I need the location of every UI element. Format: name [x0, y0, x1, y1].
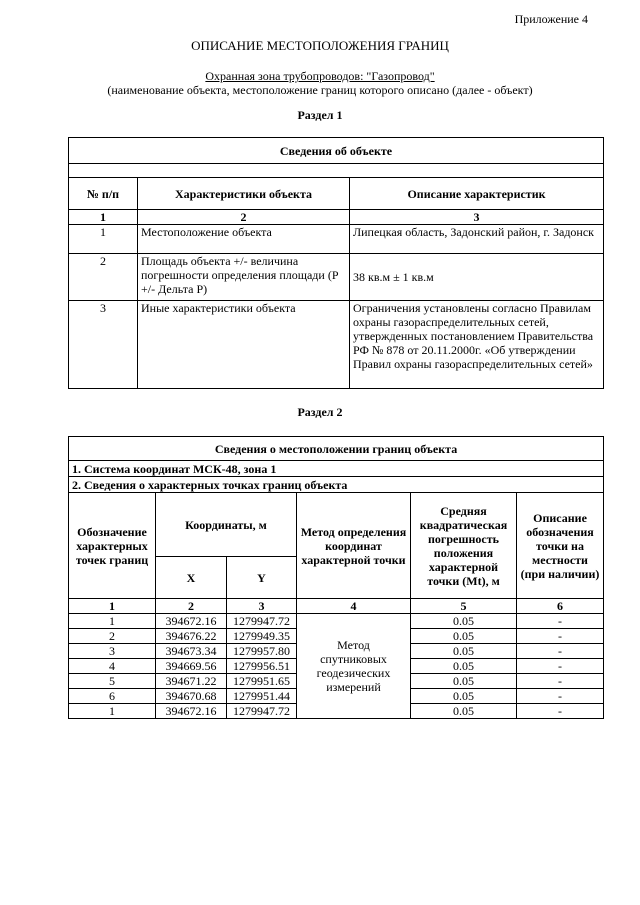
point-x: 394676.22 [156, 629, 227, 644]
col-marking-header: Описание обозначения точки на местности (при наличии) [517, 493, 604, 599]
row-num: 3 [69, 301, 138, 389]
index-cell: 3 [350, 210, 604, 225]
row-desc: 38 кв.м ± 1 кв.м [350, 254, 604, 301]
table-row [69, 301, 604, 389]
table-row [69, 225, 604, 254]
col-desc-header: Описание характеристик [350, 178, 604, 210]
index-cell: 5 [411, 599, 517, 614]
point-y: 1279956.51 [227, 659, 297, 674]
object-info-table [68, 137, 604, 389]
point-y: 1279951.44 [227, 689, 297, 704]
object-caption: (наименование объекта, местоположение границ которого описано (далее - объект) [107, 83, 533, 97]
point-y: 1279951.65 [227, 674, 297, 689]
point-error: 0.05 [411, 674, 517, 689]
col-error-header: Средняя квадратическая погрешность положения характерной точки (Mt), м [411, 493, 517, 599]
point-name: 5 [69, 674, 156, 689]
point-error: 0.05 [411, 644, 517, 659]
point-name: 4 [69, 659, 156, 674]
point-error: 0.05 [411, 629, 517, 644]
point-error: 0.05 [411, 614, 517, 629]
row-desc: Ограничения установлены согласно Правилам охраны газораспределительных сетей, утвержденных постановлением Правительства РФ № 878 от 20.11.2000г. «Об утверждении Правил охраны газораспределительных сетей» [350, 301, 604, 389]
point-y: 1279947.72 [227, 704, 297, 719]
point-marking: - [517, 704, 604, 719]
section1-title: Раздел 1 [297, 108, 343, 122]
index-cell: 2 [156, 599, 227, 614]
point-name: 2 [69, 629, 156, 644]
point-x: 394673.34 [156, 644, 227, 659]
boundary-table [68, 436, 604, 719]
section2-title: Раздел 2 [297, 405, 343, 419]
index-cell: 6 [517, 599, 604, 614]
point-marking: - [517, 629, 604, 644]
method-cell: Метод спутниковых геодезических измерений [297, 614, 411, 719]
object-name: Охранная зона трубопроводов: "Газопровод" [205, 69, 435, 83]
col-method-header: Метод определения координат характерной точки [297, 493, 411, 599]
point-error: 0.05 [411, 659, 517, 674]
table-row [69, 254, 604, 301]
col-num-header: № п/п [69, 178, 138, 210]
points-info-row: 2. Сведения о характерных точках границ объекта [69, 477, 604, 493]
row-char: Иные характеристики объекта [138, 301, 350, 389]
table-row [69, 614, 604, 629]
row-char: Площадь объекта +/- величина погрешности определения площади (Р +/- Дельта Р) [138, 254, 350, 301]
row-char: Местоположение объекта [138, 225, 350, 254]
index-cell: 2 [138, 210, 350, 225]
index-cell: 1 [69, 599, 156, 614]
point-x: 394671.22 [156, 674, 227, 689]
point-error: 0.05 [411, 689, 517, 704]
point-y: 1279957.80 [227, 644, 297, 659]
point-x: 394669.56 [156, 659, 227, 674]
point-marking: - [517, 674, 604, 689]
index-cell: 1 [69, 210, 138, 225]
point-name: 1 [69, 614, 156, 629]
point-x: 394672.16 [156, 704, 227, 719]
object-info-table-title: Сведения об объекте [69, 138, 604, 164]
point-name: 3 [69, 644, 156, 659]
index-cell: 3 [227, 599, 297, 614]
index-cell: 4 [297, 599, 411, 614]
point-y: 1279949.35 [227, 629, 297, 644]
point-error: 0.05 [411, 704, 517, 719]
row-desc: Липецкая область, Задонский район, г. Задонск [350, 225, 604, 254]
col-coords-header: Координаты, м [156, 493, 297, 557]
row-num: 1 [69, 225, 138, 254]
document-title: ОПИСАНИЕ МЕСТОПОЛОЖЕНИЯ ГРАНИЦ [191, 38, 449, 53]
point-x: 394672.16 [156, 614, 227, 629]
coord-system-row: 1. Система координат МСК-48, зона 1 [69, 461, 604, 477]
point-marking: - [517, 659, 604, 674]
point-marking: - [517, 614, 604, 629]
col-char-header: Характеристики объекта [138, 178, 350, 210]
row-num: 2 [69, 254, 138, 301]
point-marking: - [517, 689, 604, 704]
point-marking: - [517, 644, 604, 659]
point-y: 1279947.72 [227, 614, 297, 629]
col-y-header: Y [227, 557, 297, 599]
point-name: 6 [69, 689, 156, 704]
col-x-header: X [156, 557, 227, 599]
point-name: 1 [69, 704, 156, 719]
boundary-table-title: Сведения о местоположении границ объекта [69, 437, 604, 461]
col-point-header: Обозначение характерных точек границ [69, 493, 156, 599]
point-x: 394670.68 [156, 689, 227, 704]
spacer-row [69, 164, 604, 178]
appendix-label: Приложение 4 [514, 12, 588, 26]
